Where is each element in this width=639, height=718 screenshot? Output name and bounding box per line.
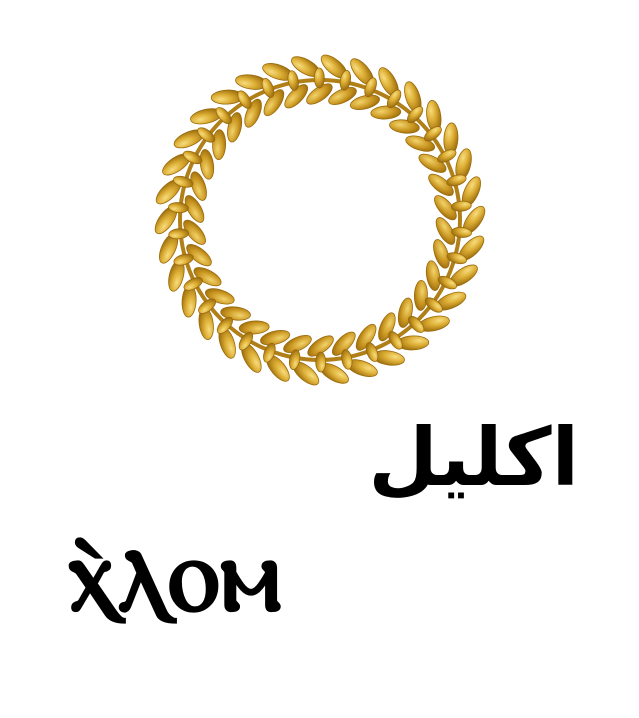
laurel-leaf — [340, 349, 354, 371]
wreath-leaves — [151, 51, 489, 389]
coptic-word: ⲭ̀ⲗⲟⲙ — [68, 512, 284, 635]
laurel-leaf — [239, 320, 270, 335]
laurel-leaf — [316, 352, 326, 372]
laurel-leaf — [314, 68, 324, 88]
laurel-leaf — [451, 200, 472, 212]
laurel-leaf — [424, 260, 441, 292]
laurel-leaf — [414, 280, 428, 310]
laurel-leaf — [168, 228, 189, 240]
laurel-leaf — [212, 129, 226, 159]
laurel-leaf — [198, 149, 215, 181]
laurel-leaf — [286, 70, 300, 92]
laurel-wreath-illustration — [150, 50, 490, 390]
arabic-word: اكليل — [368, 411, 579, 504]
laurel-leaf — [370, 105, 401, 120]
wreath-stems — [180, 80, 460, 360]
wreath-stem — [180, 80, 460, 360]
